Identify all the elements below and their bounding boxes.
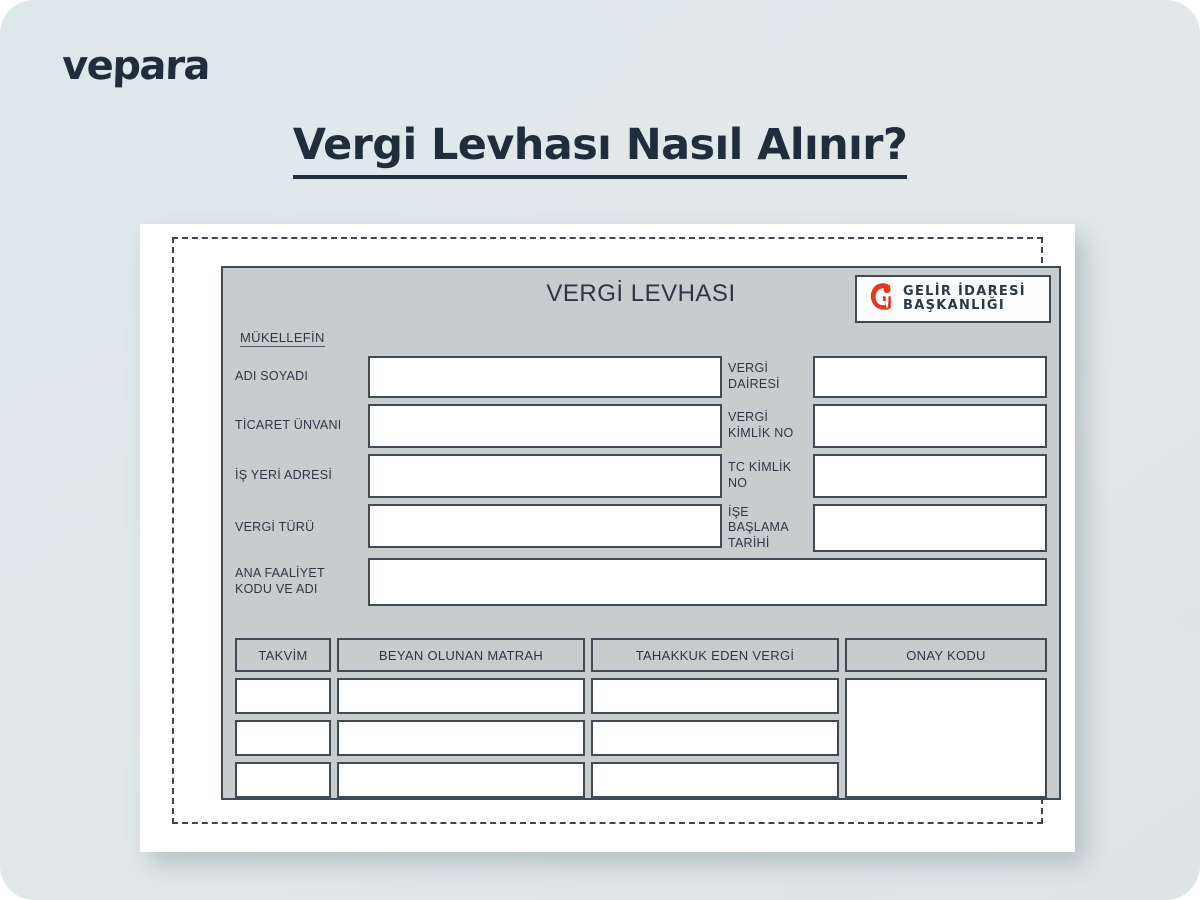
- page-title-text: Vergi Levhası Nasıl Alınır?: [293, 122, 907, 179]
- document-card: [140, 224, 1075, 852]
- label-ise-baslama-tarihi: İŞE BAŞLAMA TARİHİ: [728, 504, 789, 550]
- gib-line-2: BAŞKANLIĞI: [903, 298, 1005, 313]
- cell-takvim[interactable]: [235, 678, 331, 714]
- input-ise-baslama-tarihi[interactable]: [813, 504, 1047, 552]
- gelir-idaresi-baskanligi-logo: [855, 275, 1051, 323]
- label-ana-faaliyet-kodu-ve-adi: ANA FAALİYET KODU VE ADI: [235, 566, 325, 596]
- table-row: [235, 720, 845, 756]
- table-row: [235, 678, 845, 714]
- gib-logo-text: [903, 285, 1026, 312]
- input-ticaret-unvani[interactable]: [368, 404, 722, 448]
- table-body: [235, 678, 1047, 804]
- table-row: [235, 762, 845, 798]
- field-row-5: [235, 558, 1047, 606]
- label-tc-kimlik-no: TC KİMLİK NO: [728, 460, 792, 490]
- cell-matrah[interactable]: [337, 720, 585, 756]
- cell-takvim[interactable]: [235, 720, 331, 756]
- label-vergi-kimlik-no: VERGİ KİMLİK NO: [728, 410, 794, 440]
- form-fields: [235, 356, 1047, 612]
- form-header: [223, 268, 1059, 330]
- col-header-onay-kodu: ONAY KODU: [845, 638, 1047, 672]
- gib-line-1: GELİR İDARESİ: [903, 284, 1026, 300]
- cell-vergi[interactable]: [591, 678, 839, 714]
- cell-vergi[interactable]: [591, 720, 839, 756]
- cell-matrah[interactable]: [337, 678, 585, 714]
- page-title: [0, 122, 1200, 179]
- input-is-yeri-adresi[interactable]: [368, 454, 722, 498]
- col-header-beyan-olunan-matrah: BEYAN OLUNAN MATRAH: [337, 638, 585, 672]
- label-adi-soyadi: ADI SOYADI: [235, 369, 309, 384]
- declaration-table: [235, 638, 1047, 804]
- field-row-1: [235, 356, 1047, 398]
- input-ana-faaliyet-kodu-ve-adi[interactable]: [368, 558, 1047, 606]
- label-ticaret-unvani: TİCARET ÜNVANI: [235, 418, 342, 433]
- label-is-yeri-adresi: İŞ YERİ ADRESİ: [235, 468, 333, 483]
- input-adi-soyadi[interactable]: [368, 356, 722, 398]
- cell-takvim[interactable]: [235, 762, 331, 798]
- input-vergi-kimlik-no[interactable]: [813, 404, 1047, 448]
- label-vergi-dairesi: VERGİ DAİRESİ: [728, 361, 780, 391]
- gib-emblem-icon: [865, 280, 899, 319]
- table-header-row: [235, 638, 1047, 672]
- form-title: VERGİ LEVHASI: [546, 280, 736, 307]
- col-header-tahakkuk-eden-vergi: TAHAKKUK EDEN VERGİ: [591, 638, 839, 672]
- field-row-3: [235, 454, 1047, 498]
- label-vergi-turu: VERGİ TÜRÜ: [235, 520, 315, 535]
- field-row-4: [235, 504, 1047, 552]
- vergi-levhasi-form: [221, 266, 1061, 800]
- cell-matrah[interactable]: [337, 762, 585, 798]
- input-vergi-dairesi[interactable]: [813, 356, 1047, 398]
- table-body-left-columns: [235, 678, 845, 804]
- section-label-mukellefin: MÜKELLEFİN: [240, 330, 325, 345]
- cell-onay-kodu[interactable]: [845, 678, 1047, 798]
- col-header-takvim: TAKVİM: [235, 638, 331, 672]
- field-row-2: [235, 404, 1047, 448]
- vepara-logo: vepara: [61, 43, 210, 89]
- input-vergi-turu[interactable]: [368, 504, 722, 548]
- cut-line-dashed-border: [172, 237, 1043, 824]
- input-tc-kimlik-no[interactable]: [813, 454, 1047, 498]
- cell-vergi[interactable]: [591, 762, 839, 798]
